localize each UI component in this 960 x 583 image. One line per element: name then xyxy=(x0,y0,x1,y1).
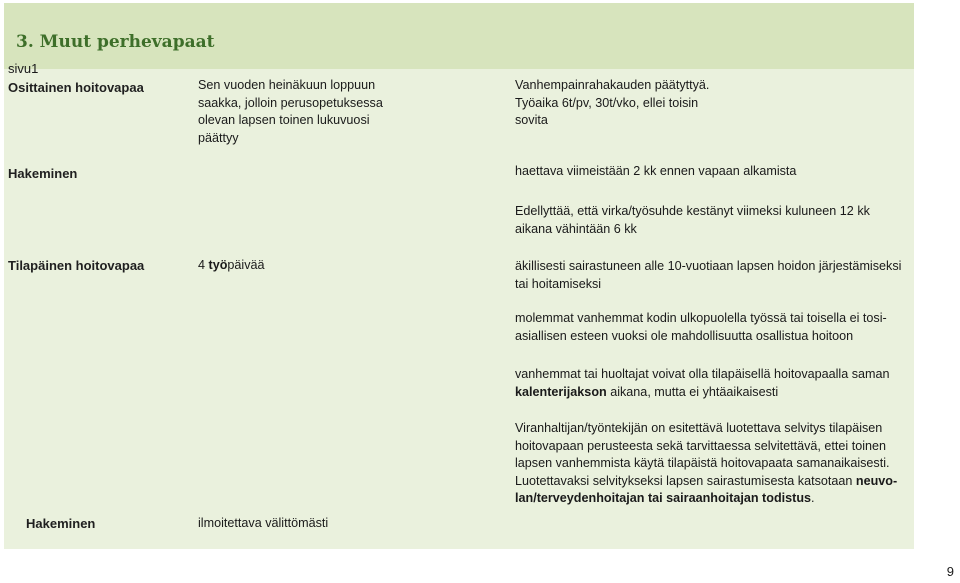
partial-leave-application-label: Hakeminen xyxy=(8,166,78,181)
partial-leave-label: Osittainen hoitovapaa xyxy=(8,80,144,95)
temporary-leave-label: Tilapäinen hoitovapaa xyxy=(8,258,145,273)
employment-condition: Edellyttää, että virka/työsuhde kestänyt viimeksi kuluneen 12 kk aikana vähintään 6 kk xyxy=(515,204,870,236)
temporary-leave-duration: 4 työpäivää xyxy=(198,258,265,272)
partial-leave-application-note: haettava viimeistään 2 kk ennen vapaan alkamista xyxy=(515,164,797,178)
temporary-leave-application-note: ilmoitettava välittömästi xyxy=(198,516,329,530)
partial-leave-note: Vanhempainrahakauden päätyttyä. Työaika 6t/pv, 30t/vko, ellei toisin sovita xyxy=(515,78,710,127)
partial-leave-period: Sen vuoden heinäkuun loppuun saakka, jolloin perusopetuksessa olevan lapsen toinen lukuvuosi päättyy xyxy=(198,78,383,145)
calendar-period-condition: vanhemmat tai huoltajat voivat olla tilapäisellä hoitovapaalla saman kalenterijakson aikana, mutta ei yhtäaikaisesti xyxy=(515,367,890,399)
sheet-label: sivu1 xyxy=(8,61,39,76)
proof-requirement: Viranhaltijan/työntekijän on esitettävä luotettava selvitys tilapäisen hoitovapaan perusteesta sekä tarvittaessa selvitettävä, ettei toinen lapsen vanhemmista käytä tilapäistä hoitovapaata samanaikaisesti. Luotettavaksi selvitykseksi lapsen sairastumisesta katsotaan neuvo- lan/terveydenhoitajan tai sairaanhoitajan todistus. xyxy=(515,421,898,505)
parents-working-condition: molemmat vanhemmat kodin ulkopuolella työssä tai toisella ei tosi- asiallisen esteen vuoksi ole mahdollisuutta osallistua hoitoon xyxy=(515,311,887,343)
page-number: 9 xyxy=(946,564,954,579)
temporary-leave-application-label: Hakeminen xyxy=(26,516,96,531)
section-heading: 3. Muut perhevapaat xyxy=(16,32,215,52)
illness-condition: äkillisesti sairastuneen alle 10-vuotiaan lapsen hoidon järjestämiseksi tai hoitamiseksi xyxy=(515,259,902,291)
